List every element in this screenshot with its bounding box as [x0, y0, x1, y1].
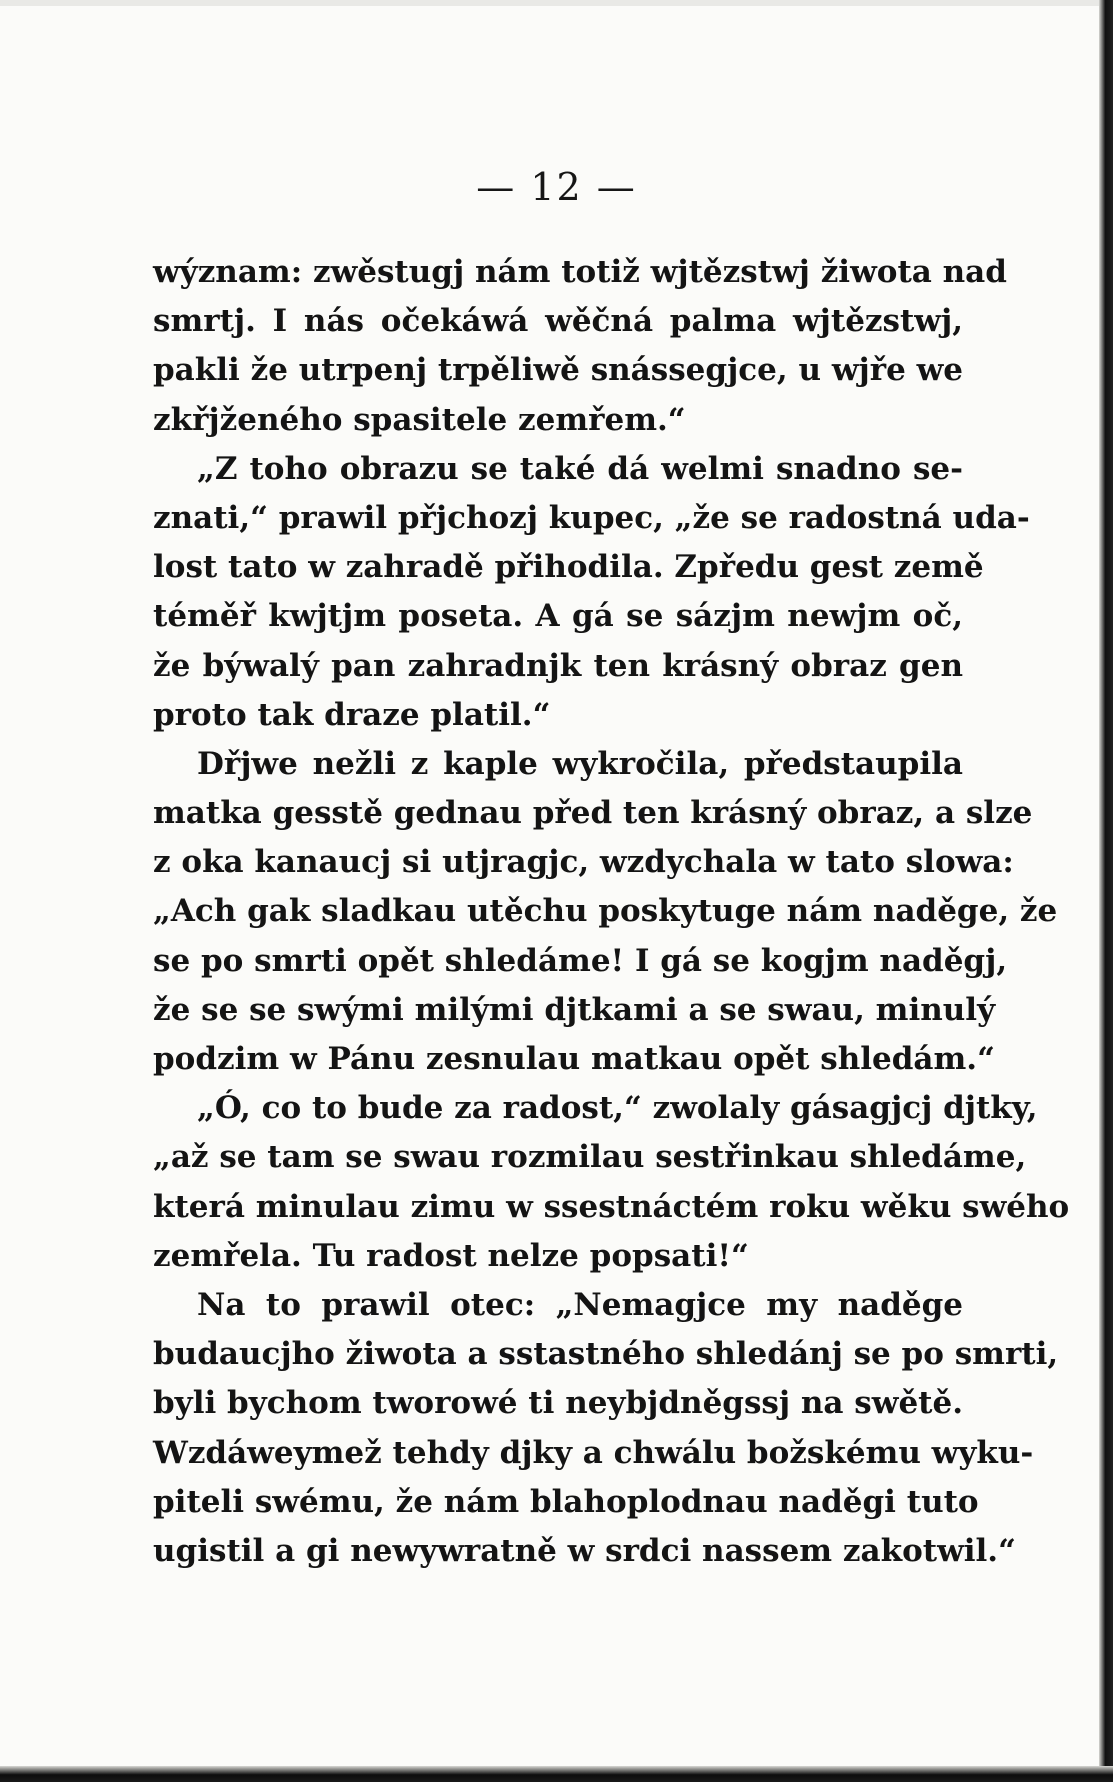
scan-top-edge [0, 0, 1113, 6]
text-line: z oka kanaucj si utjragjc, wzdychala w tato slowa: [153, 844, 1014, 881]
body-text [153, 248, 1070, 1576]
text-line: téměř kwjtjm poseta. A gá se sázjm newjm oč, [153, 598, 963, 635]
text-line: piteli swému, že nám blahoplodnau naděgi tuto [153, 1483, 979, 1520]
text-line: Dřjwe nežli z kaple wykročila, předstaupila [197, 745, 963, 782]
text-line: znati,“ prawil přjchozj kupec, „že se radostná uda- [153, 499, 1030, 536]
text-line: „až se tam se swau rozmilau sestřinkau shledáme, [153, 1139, 1027, 1176]
text-line: matka gesstě gednau před ten krásný obraz, a slze [153, 795, 1033, 832]
text-line: byli bychom tworowé ti neybjdněgssj na swětě. [153, 1385, 963, 1422]
text-line: ugistil a gi newywratně w srdci nassem zakotwil.“ [153, 1532, 1016, 1569]
text-line: wýznam: zwěstugj nám totiž wjtězstwj žiwota nad [153, 254, 1007, 290]
text-line: zemřela. Tu radost nelze popsati!“ [153, 1237, 749, 1274]
text-line: „Ó, co to bude za radost,“ zwolaly gásagjcj djtky, [197, 1090, 1038, 1127]
text-line: proto tak draze platil.“ [153, 696, 551, 733]
text-line: „Ach gak sladkau utěchu poskytuge nám naděge, že [153, 893, 1058, 930]
text-line: lost tato w zahradě přihodila. Zpředu gest země [153, 549, 984, 586]
text-line: pakli že utrpenj trpěliwě snássegjce, u wjře we [153, 352, 963, 389]
page-number: — 12 — [476, 165, 637, 209]
text-line: Na to prawil otec: „Nemagjce my naděge [197, 1286, 963, 1323]
text-line: Wzdáweymež tehdy djky a chwálu božskému wyku- [153, 1434, 1034, 1471]
scan-right-edge [1099, 0, 1113, 1782]
text-line: podzim w Pánu zesnulau matkau opět shledám.“ [153, 1041, 995, 1077]
scan-bottom-edge [0, 1766, 1113, 1782]
text-line: že býwalý pan zahradnjk ten krásný obraz gen [153, 647, 963, 684]
text-line: zkřjženého spasitele zemřem.“ [153, 401, 686, 438]
text-line: se po smrti opět shledáme! I gá se kogjm naděgj, [153, 942, 1008, 979]
text-line: smrtj. I nás očekáwá wěčná palma wjtězstwj, [153, 303, 963, 340]
text-line: budaucjho žiwota a sstastného shledánj se po smrti, [153, 1336, 1059, 1373]
text-line: že se se swými milými djtkami a se swau, minulý [153, 991, 996, 1028]
text-line: která minulau zimu w ssestnáctém roku wěku swého [153, 1188, 1070, 1225]
text-line: „Z toho obrazu se také dá welmi snadno se- [197, 450, 963, 487]
